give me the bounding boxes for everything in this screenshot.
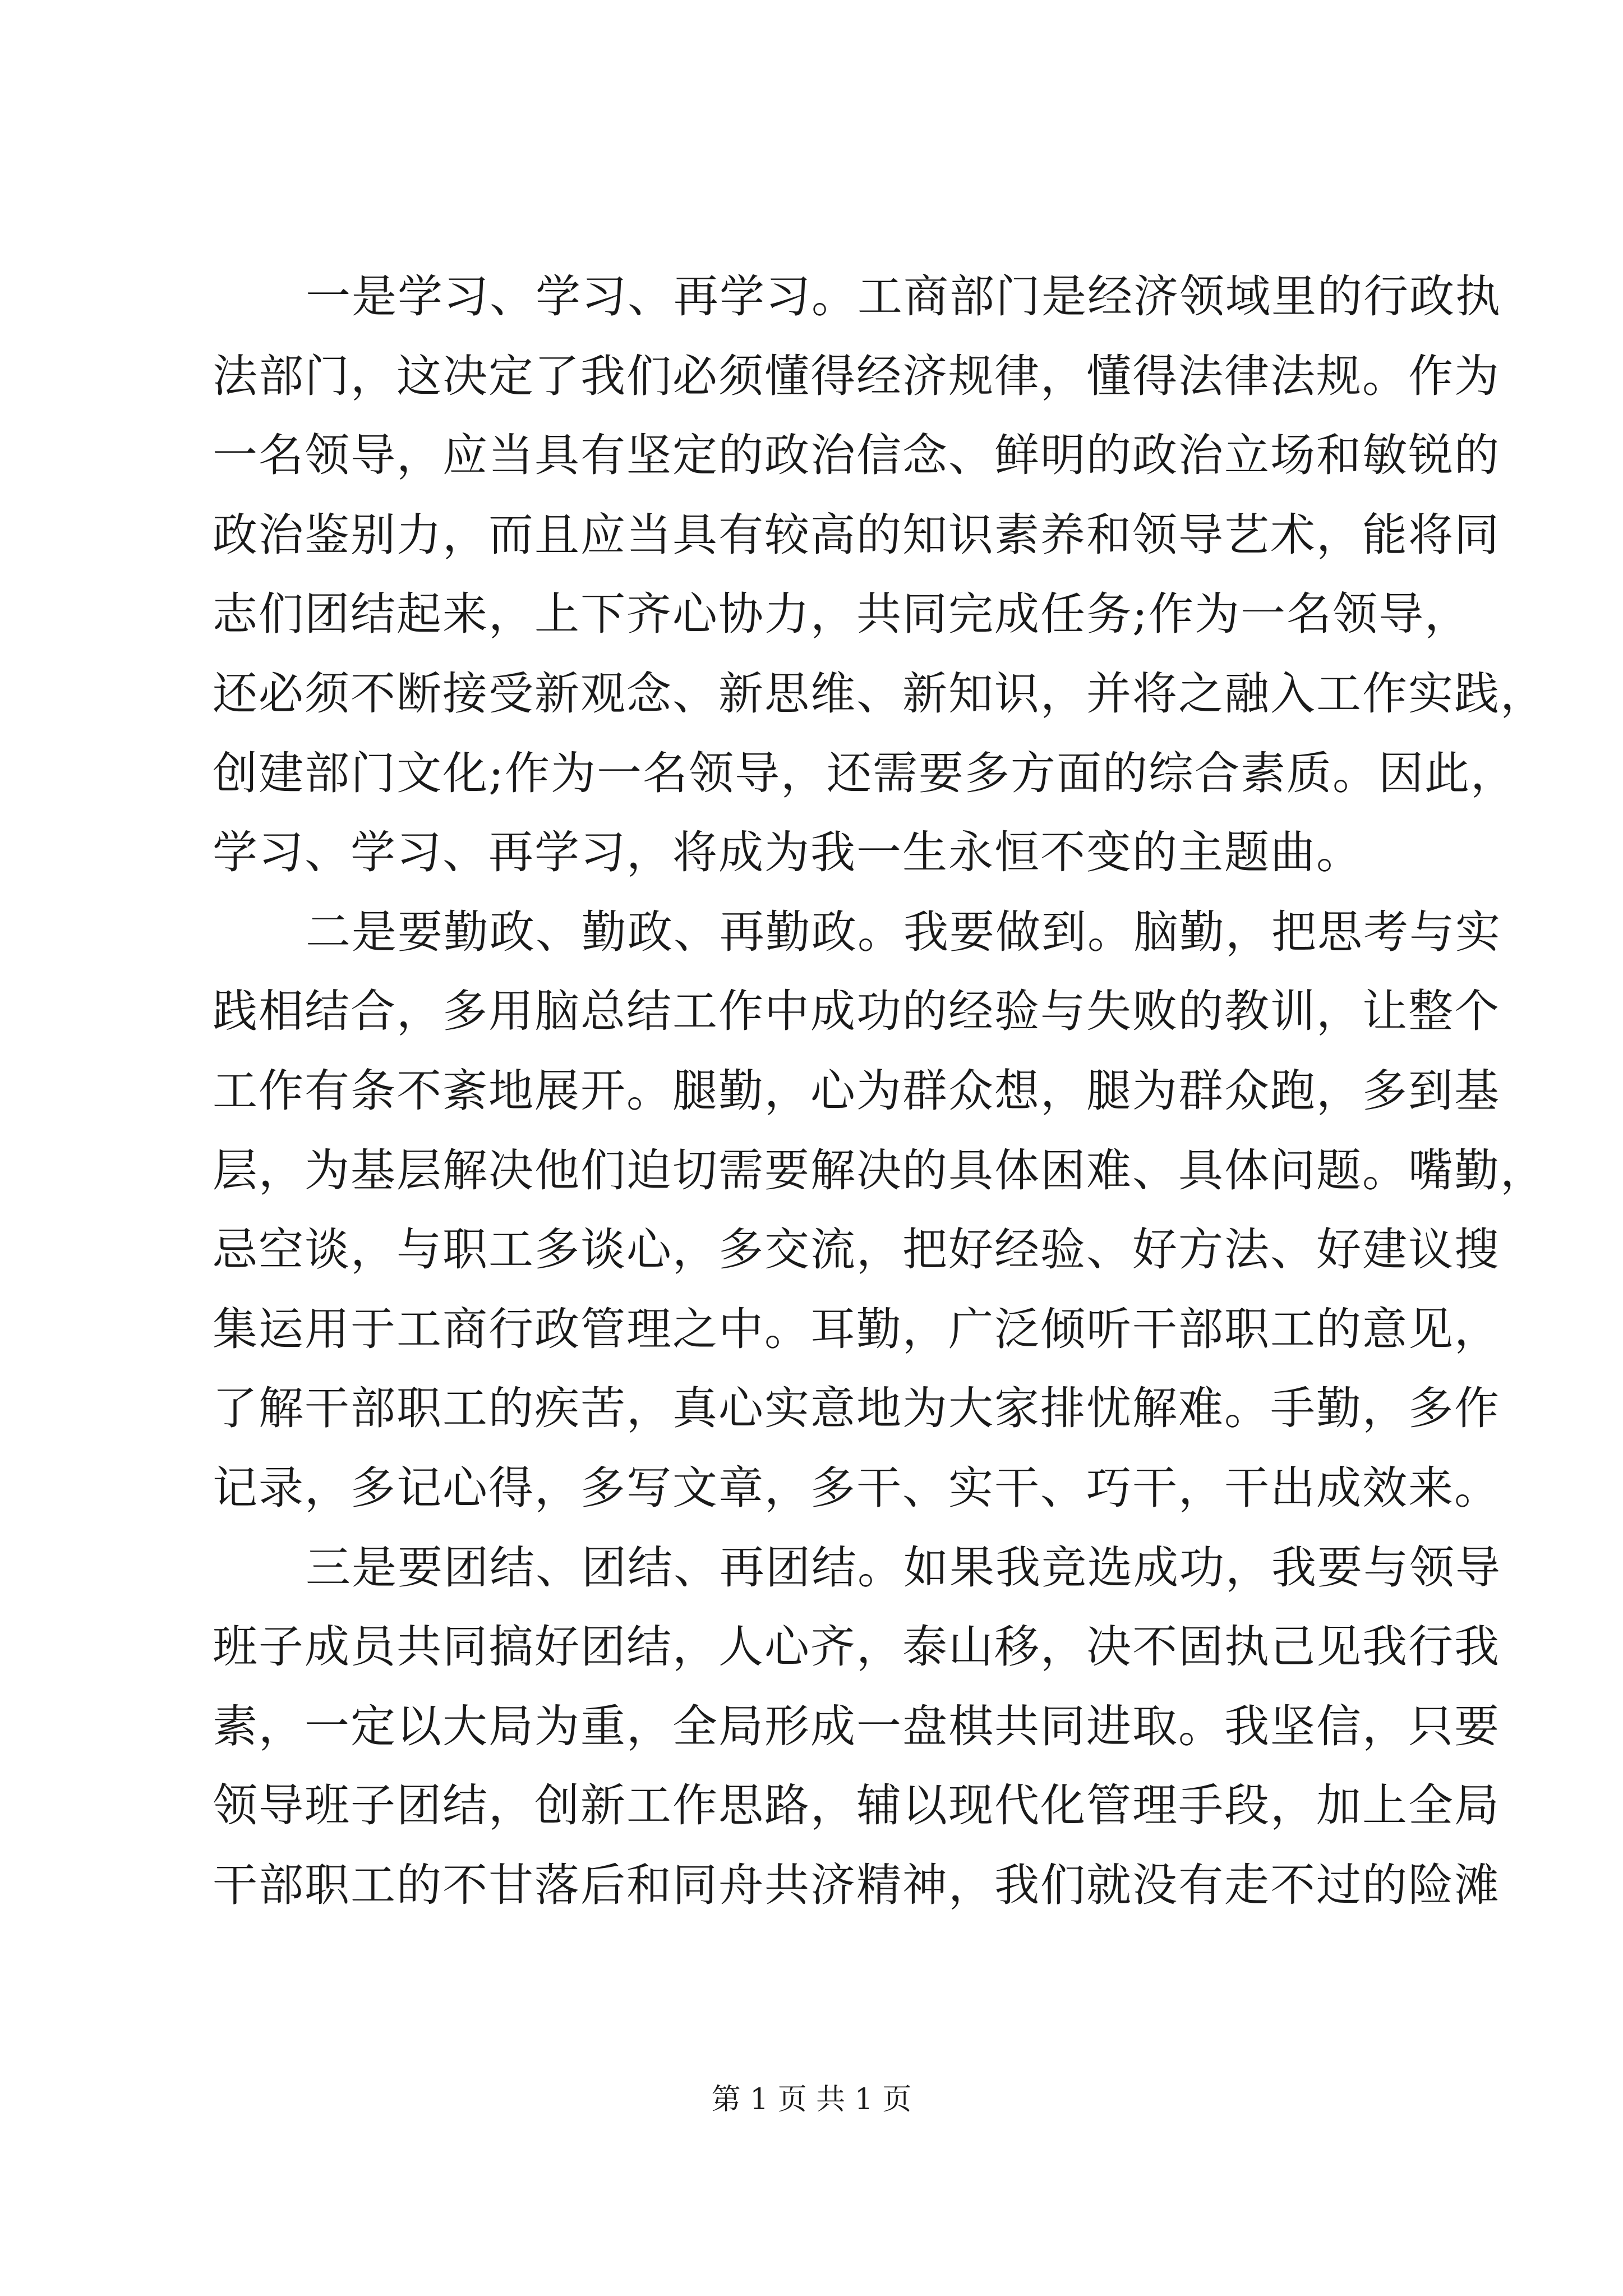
paragraph-1-line: 法部门，这决定了我们必须懂得经济规律，懂得法律法规。作为 bbox=[213, 349, 1500, 402]
paragraph-3-line: 三是要团结、团结、再团结。如果我竞选成功，我要与领导 bbox=[306, 1541, 1501, 1594]
paragraph-1-line: 学习、学习、再学习，将成为我一生永恒不变的主题曲。 bbox=[213, 826, 1362, 879]
paragraph-2-line: 忌空谈，与职工多谈心，多交流，把好经验、好方法、好建议搜 bbox=[213, 1223, 1500, 1276]
document-body bbox=[213, 257, 1546, 1925]
paragraph-1-line: 政治鉴别力，而且应当具有较高的知识素养和领导艺术，能将同 bbox=[213, 508, 1500, 561]
paragraph-1-line: 创建部门文化;作为一名领导，还需要多方面的综合素质。因此， bbox=[213, 747, 1516, 799]
paragraph-3-line: 素，一定以大局为重，全局形成一盘棋共同进取。我坚信，只要 bbox=[213, 1700, 1500, 1752]
paragraph-2-line: 二是要勤政、勤政、再勤政。我要做到。脑勤，把思考与实 bbox=[306, 905, 1501, 958]
page-number-label: 第 1 页 共 1 页 bbox=[711, 2083, 912, 2116]
paragraph-3-line: 领导班子团结，创新工作思路，辅以现代化管理手段，加上全局 bbox=[213, 1779, 1500, 1832]
paragraph-2-line: 了解干部职工的疾苦，真心实意地为大家排忧解难。手勤，多作 bbox=[213, 1382, 1500, 1435]
page-footer bbox=[0, 2080, 1623, 2119]
paragraph-2-line: 践相结合，多用脑总结工作中成功的经验与失败的教训，让整个 bbox=[213, 985, 1500, 1038]
paragraph-1-line: 还必须不断接受新观念、新思维、新知识，并将之融入工作实践， bbox=[213, 667, 1546, 720]
paragraph-1-line: 一是学习、学习、再学习。工商部门是经济领域里的行政执 bbox=[306, 270, 1501, 323]
paragraph-3-line: 干部职工的不甘落后和同舟共济精神，我们就没有走不过的险滩 bbox=[213, 1858, 1500, 1911]
paragraph-1-line: 志们团结起来，上下齐心协力，共同完成任务;作为一名领导， bbox=[213, 588, 1470, 641]
paragraph-2-line: 集运用于工商行政管理之中。耳勤，广泛倾听干部职工的意见， bbox=[213, 1303, 1500, 1355]
paragraph-2-line: 层，为基层解决他们迫切需要解决的具体困难、具体问题。嘴勤， bbox=[213, 1144, 1546, 1197]
paragraph-1-line: 一名领导，应当具有坚定的政治信念、鲜明的政治立场和敏锐的 bbox=[213, 429, 1500, 482]
paragraph-3-line: 班子成员共同搞好团结，人心齐，泰山移，决不固执己见我行我 bbox=[213, 1621, 1500, 1673]
paragraph-2-line: 工作有条不紊地展开。腿勤，心为群众想，腿为群众跑，多到基 bbox=[213, 1064, 1500, 1117]
paragraph-2-line: 记录，多记心得，多写文章，多干、实干、巧干，干出成效来。 bbox=[213, 1461, 1500, 1514]
